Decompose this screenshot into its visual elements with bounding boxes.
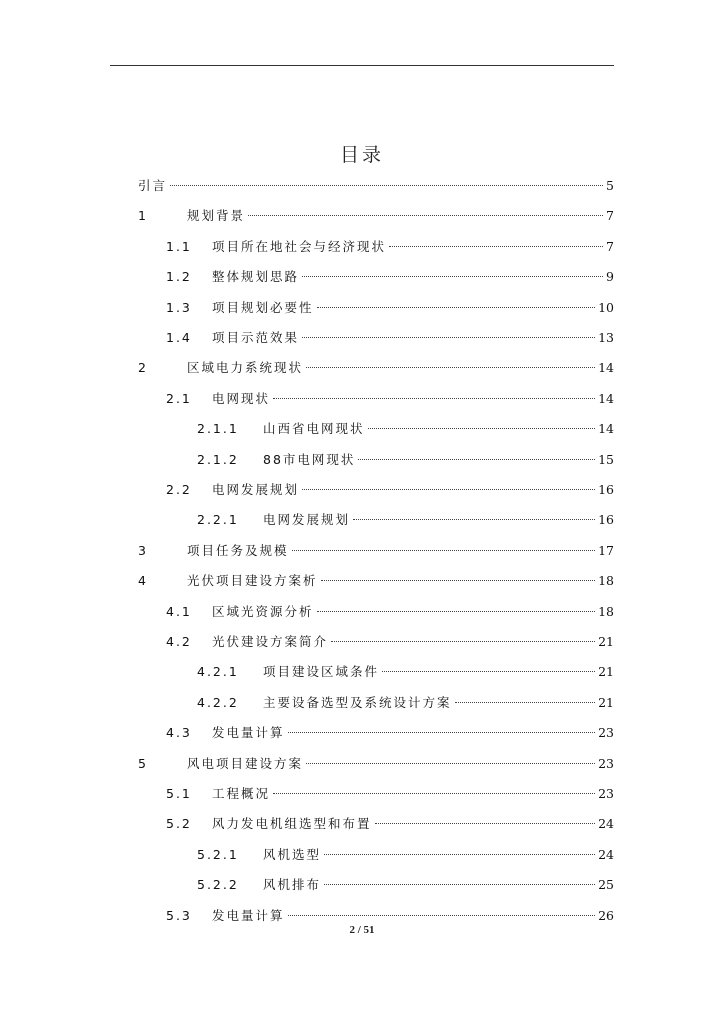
toc-dot-leader bbox=[389, 246, 603, 247]
toc-entry-title: 电网发展规划 bbox=[212, 482, 300, 497]
toc-title: 目录 bbox=[339, 144, 384, 166]
toc-entry-title: 山西省电网现状 bbox=[263, 421, 365, 437]
toc-dot-leader bbox=[331, 641, 595, 642]
toc-entry-number: 4.2.2 bbox=[197, 694, 239, 710]
toc-dot-leader bbox=[302, 489, 595, 490]
toc-entry[interactable] bbox=[138, 569, 614, 593]
toc-entry-title: 规划背景 bbox=[187, 208, 246, 224]
toc-entry-title: 风力发电机组选型和布置 bbox=[212, 816, 372, 832]
toc-dot-leader bbox=[353, 519, 595, 520]
toc-entry-page: 9 bbox=[606, 269, 614, 285]
toc-entry-title: 风机排布 bbox=[263, 877, 322, 893]
toc-entry[interactable] bbox=[197, 873, 614, 897]
toc-entry-title: 区域光资源分析 bbox=[212, 603, 314, 619]
toc-entry-number: 1.1 bbox=[166, 238, 192, 254]
toc-entry-title: 引言 bbox=[138, 178, 168, 193]
toc-entry[interactable] bbox=[166, 235, 614, 259]
toc-entry-title: 光伏建设方案简介 bbox=[212, 634, 329, 649]
toc-entry[interactable] bbox=[138, 174, 614, 198]
header-rule bbox=[110, 65, 614, 66]
toc-entry[interactable] bbox=[138, 539, 614, 563]
toc-entry[interactable] bbox=[166, 600, 614, 624]
toc-entry-number: 5.2.2 bbox=[197, 877, 239, 893]
toc-entry-page: 16 bbox=[598, 512, 614, 528]
toc-dot-leader bbox=[248, 215, 603, 216]
toc-entry-number: 4.2.1 bbox=[197, 664, 239, 680]
toc-entry-number: 5 bbox=[138, 755, 148, 771]
toc-dot-leader bbox=[306, 367, 595, 368]
toc-dot-leader bbox=[302, 337, 595, 338]
toc-entry[interactable] bbox=[197, 508, 614, 532]
toc-entry-page: 14 bbox=[598, 360, 614, 376]
toc-entry-title: 项目规划必要性 bbox=[212, 299, 314, 315]
toc-entry-page: 18 bbox=[598, 603, 614, 619]
toc-entry[interactable] bbox=[166, 326, 614, 350]
toc-entry-number: 2.2 bbox=[166, 482, 192, 497]
toc-entry-title: 光伏项目建设方案析 bbox=[187, 573, 318, 589]
toc-entry-page: 23 bbox=[598, 725, 614, 741]
toc-entry-title: 项目建设区域条件 bbox=[263, 664, 380, 680]
toc-entry-page: 18 bbox=[598, 573, 614, 589]
toc-entry-page: 16 bbox=[598, 482, 614, 497]
toc-dot-leader bbox=[317, 611, 596, 612]
toc-dot-leader bbox=[302, 276, 603, 277]
toc-entry-number: 4.3 bbox=[166, 725, 192, 741]
toc-entry[interactable] bbox=[197, 448, 614, 472]
toc-entry-page: 5 bbox=[606, 178, 614, 193]
toc-dot-leader bbox=[273, 398, 595, 399]
toc-entry-number: 4.1 bbox=[166, 603, 192, 619]
toc-entry-title: 88市电网现状 bbox=[263, 451, 356, 467]
toc-entry[interactable] bbox=[138, 752, 614, 776]
toc-entry-page: 14 bbox=[598, 421, 614, 437]
toc-entry-title: 风机选型 bbox=[263, 846, 322, 862]
toc-entry-number: 1 bbox=[138, 208, 148, 224]
toc-entry-number: 2 bbox=[138, 360, 148, 376]
toc-entry-page: 10 bbox=[598, 299, 614, 315]
toc-entry-page: 25 bbox=[598, 877, 614, 893]
toc-entry-title: 整体规划思路 bbox=[212, 269, 300, 285]
toc-dot-leader bbox=[306, 763, 595, 764]
toc-entry-page: 21 bbox=[598, 634, 614, 649]
toc-entry-page: 7 bbox=[606, 238, 614, 254]
toc-entry-title: 工程概况 bbox=[212, 786, 271, 801]
toc-dot-leader bbox=[382, 671, 595, 672]
toc-entry-page: 15 bbox=[598, 451, 614, 467]
toc-entry-page: 21 bbox=[598, 664, 614, 680]
toc-entry-number: 2.1 bbox=[166, 390, 192, 406]
toc-entry-number: 2.2.1 bbox=[197, 512, 239, 528]
toc-entry[interactable] bbox=[197, 417, 614, 441]
toc-entry[interactable] bbox=[166, 812, 614, 836]
toc-dot-leader bbox=[324, 854, 595, 855]
toc-dot-leader bbox=[358, 459, 595, 460]
toc-dot-leader bbox=[321, 580, 596, 581]
toc-dot-leader bbox=[324, 884, 595, 885]
toc-entry-page: 23 bbox=[598, 755, 614, 771]
toc-entry[interactable] bbox=[166, 630, 614, 654]
toc-entry-number: 1.2 bbox=[166, 269, 192, 285]
toc-dot-leader bbox=[455, 702, 596, 703]
toc-entry-title: 项目示范效果 bbox=[212, 330, 300, 345]
toc-entry-number: 5.3 bbox=[166, 907, 192, 923]
toc-dot-leader bbox=[368, 428, 596, 429]
toc-entry[interactable] bbox=[166, 265, 614, 289]
toc-entry[interactable] bbox=[197, 843, 614, 867]
toc-entry-title: 项目任务及规模 bbox=[187, 542, 289, 558]
toc-dot-leader bbox=[288, 915, 596, 916]
toc-entry-title: 发电量计算 bbox=[212, 725, 285, 741]
toc-entry-number: 4.2 bbox=[166, 634, 192, 649]
toc-entry-page: 17 bbox=[598, 542, 614, 558]
toc-entry-title: 电网发展规划 bbox=[263, 512, 351, 528]
toc-entry[interactable] bbox=[166, 721, 614, 745]
toc-entry-page: 21 bbox=[598, 694, 614, 710]
toc-entry-number: 5.1 bbox=[166, 786, 192, 801]
toc-dot-leader bbox=[273, 793, 595, 794]
toc-entry[interactable] bbox=[138, 204, 614, 228]
toc-entry-title: 电网现状 bbox=[212, 390, 271, 406]
toc-entry[interactable] bbox=[197, 660, 614, 684]
toc-entry-number: 5.2 bbox=[166, 816, 192, 832]
toc-entry[interactable] bbox=[166, 387, 614, 411]
page-indicator: 2 / 51 bbox=[349, 924, 375, 936]
toc-entry[interactable] bbox=[166, 782, 614, 806]
toc-entry-title: 区域电力系统现状 bbox=[187, 360, 304, 376]
toc-entry-page: 23 bbox=[598, 786, 614, 801]
toc-entry-number: 4 bbox=[138, 573, 148, 589]
toc-entry-title: 项目所在地社会与经济现状 bbox=[212, 238, 387, 254]
toc-dot-leader bbox=[317, 307, 596, 308]
toc-entry-page: 7 bbox=[606, 208, 614, 224]
toc-entry[interactable] bbox=[166, 478, 614, 502]
toc-entry-number: 1.4 bbox=[166, 330, 192, 345]
toc-entry[interactable] bbox=[197, 691, 614, 715]
toc-entry-page: 26 bbox=[598, 907, 614, 923]
toc-entry-title: 主要设备选型及系统设计方案 bbox=[263, 694, 452, 710]
toc-entry-number: 5.2.1 bbox=[197, 846, 239, 862]
toc-dot-leader bbox=[170, 185, 603, 186]
toc-entry[interactable] bbox=[166, 296, 614, 320]
toc-dot-leader bbox=[292, 550, 596, 551]
toc-entry-number: 1.3 bbox=[166, 299, 192, 315]
toc-entry[interactable] bbox=[138, 356, 614, 380]
toc-entry-title: 风电项目建设方案 bbox=[187, 755, 304, 771]
toc-entry-number: 2.1.1 bbox=[197, 421, 239, 437]
toc-entry-page: 13 bbox=[598, 330, 614, 345]
toc-entry-number: 2.1.2 bbox=[197, 451, 239, 467]
toc-entry-title: 发电量计算 bbox=[212, 907, 285, 923]
toc-dot-leader bbox=[375, 823, 596, 824]
toc-entry-number: 3 bbox=[138, 542, 148, 558]
toc-entry-page: 24 bbox=[598, 816, 614, 832]
toc-entry-page: 14 bbox=[598, 390, 614, 406]
toc-dot-leader bbox=[288, 732, 596, 733]
toc-entry-page: 24 bbox=[598, 846, 614, 862]
